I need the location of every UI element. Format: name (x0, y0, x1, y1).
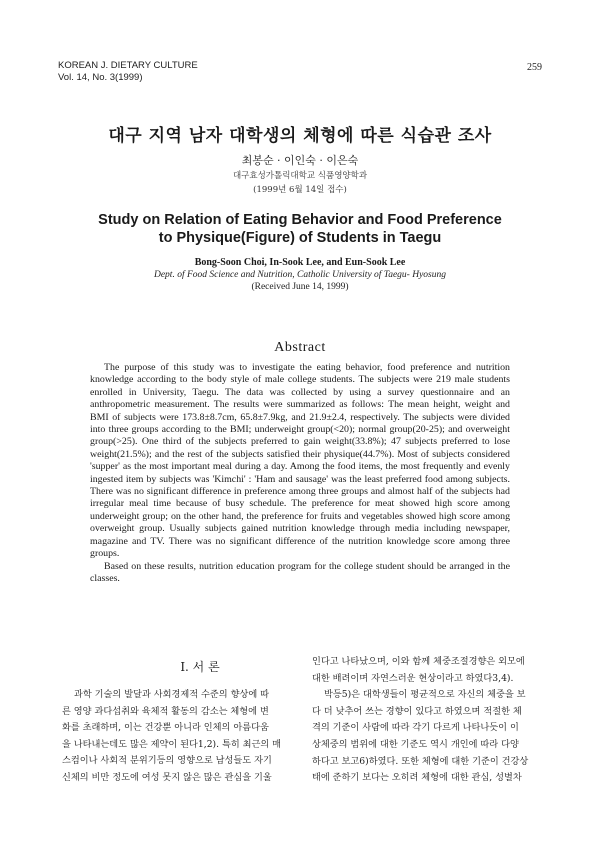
section-heading-introduction: I. 서 론 (180, 660, 220, 674)
abstract-body (90, 362, 510, 585)
body-text-line: 인다고 나타났으며, 이와 함께 체중조절경향은 외모에 (312, 656, 525, 667)
page-number: 259 (527, 62, 542, 73)
body-text-line: 다 더 낮추어 쓰는 경향이 있다고 하였으며 적절한 체 (312, 705, 522, 717)
korean-received-date: (1999년 6월 14일 접수) (253, 185, 347, 195)
body-text-line: 을 나타내는데도 많은 제약이 된다1,2). 특히 최근의 매 (62, 738, 282, 750)
right-column (312, 654, 564, 787)
journal-name: KOREAN J. DIETARY CULTURE (58, 60, 198, 71)
body-text-line: 태에 준하기 보다는 오히려 체형에 대한 관심, 성별차 (312, 772, 522, 784)
english-title-line-1: Study on Relation of Eating Behavior and Food Preference (98, 212, 502, 228)
abstract-heading: Abstract (274, 340, 326, 355)
abstract-paragraph: Based on these results, nutrition education program for the college student should be arranged in the classes. (90, 560, 510, 584)
body-text-line: 과학 기술의 발달과 사회경제적 수준의 향상에 따 (74, 689, 270, 700)
journal-volume: Vol. 14, No. 3(1999) (58, 72, 143, 83)
body-text-line: 대한 배려이며 자연스러운 현상이라고 하였다3,4). (312, 672, 514, 684)
korean-affiliation: 대구효성가톨릭대학교 식품영양학과 (232, 171, 368, 181)
english-received-date: (Received June 14, 1999) (251, 282, 349, 292)
body-text-line: 하다고 보고6)하였다. 또한 체형에 대한 기준이 건강상 (312, 755, 529, 767)
body-text-line: 화를 초래하며, 이는 건강뿐 아니라 인체의 아름다움 (62, 722, 269, 734)
korean-title: 대구 지역 남자 대학생의 체형에 따른 식습관 조사 (108, 126, 492, 146)
abstract-paragraph: The purpose of this study was to investigate the eating behavior, food preference and nutrition knowledge according to the body style of male college students. The subjects were 219 male students enrolled in University, Taegu. The data was collected by using a survey questionnaire and an anthropometric measurement. The results were summarized as follows: The mean height, weight and BMI of subjects were 173.8±8.7cm, 65.8±7.9kg, and 21.9±2.4, respectively. The subjects were divided into three groups according to the BMI; underweight group(<20); normal group(20-25); and overweight group(>25). One third of the subjects preferred to gain weight(33.8%); 47 subjects preferred to lose weight(21.5%); and the rest of the subjects satisfied their physique(44.7%). Most of subjects considered 'supper' as the most important meal during a day. Among the food items, the most frequently and evenly ingested item by subjects was 'Kimchi' : 'Ham and sausage' was the least preferred food among subjects. There was no significant difference in preference among three groups and almost half of the subjects had irregular meal time because of busy schedule. The preference for meat showed high score among underweight group; on the other hand, the preference for fruits and vegetables showed high score among overweight group. Usually subjects gained nutrition knowledge through media including newspaper, magazine and TV. There was no significant difference of the nutrition knowledge score among three groups. (90, 362, 510, 560)
body-text-line: 신체의 비만 정도에 여성 못지 않은 많은 관심을 기울 (62, 771, 272, 783)
body-text-line: 상체중의 범위에 대한 기준도 역시 개인에 따라 다양 (312, 738, 519, 750)
korean-authors: 최봉순 · 이인숙 · 이은숙 (241, 154, 359, 167)
body-text-line: 스컴이나 사회적 분위기등의 영향으로 남성들도 자기 (62, 755, 272, 767)
left-column (62, 687, 314, 787)
english-affiliation: Dept. of Food Science and Nutrition, Catholic University of Taegu- Hyosung (153, 270, 446, 280)
body-text-line: 격의 기준이 사람에 따라 각기 다르게 나타나듯이 이 (312, 722, 519, 734)
english-title-line-2: to Physique(Figure) of Students in Taegu (158, 230, 442, 246)
english-authors: Bong-Soon Choi, In-Sook Lee, and Eun-Sook Lee (194, 257, 406, 268)
body-text-line: 박등5)은 대학생들이 평균적으로 자신의 체중을 보 (324, 689, 526, 701)
body-text-line: 른 영양 과다섭취와 육체적 활동의 감소는 체형에 변 (62, 705, 269, 717)
